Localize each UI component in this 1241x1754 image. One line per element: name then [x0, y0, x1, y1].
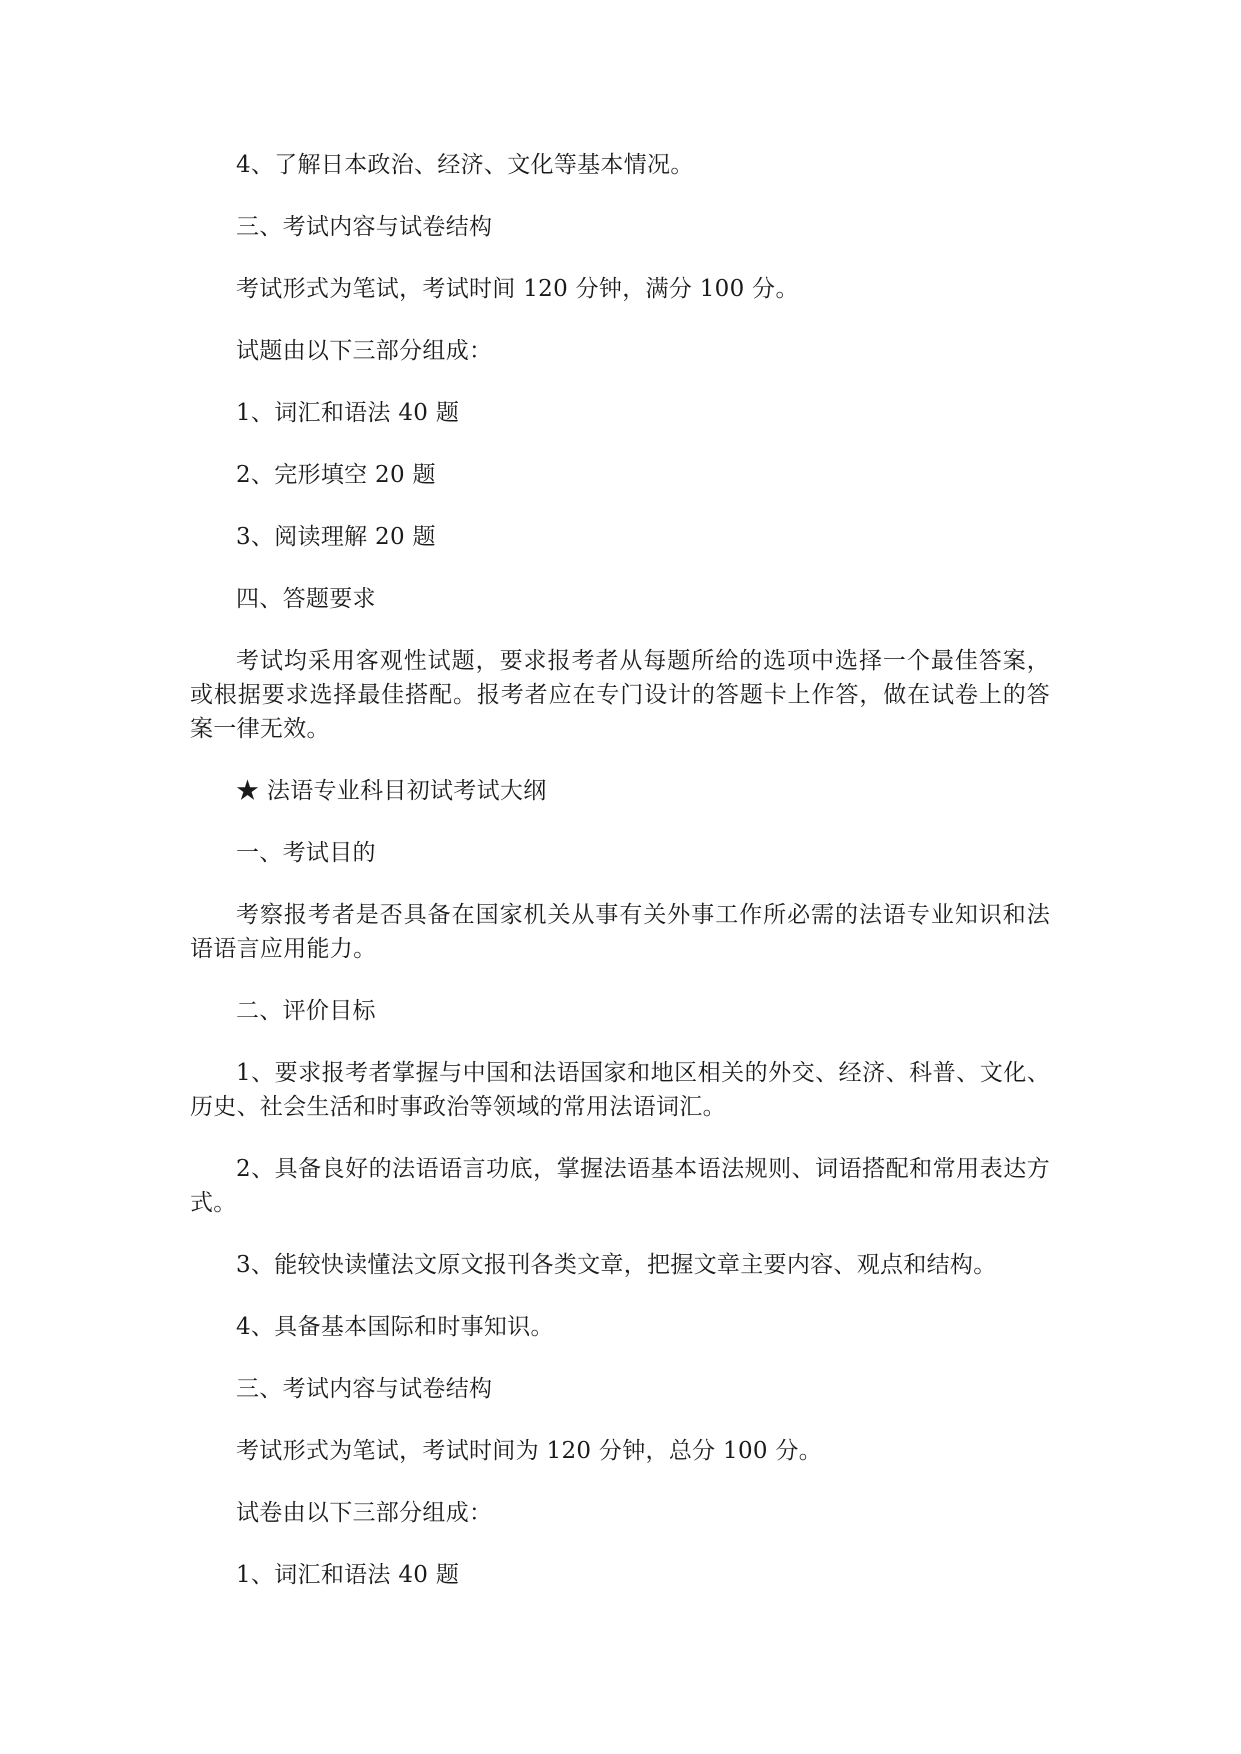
- french-syllabus-title: ★ 法语专业科目初试考试大纲: [236, 778, 547, 804]
- list-item-japan-knowledge: 4、了解日本政治、经济、文化等基本情况。: [236, 152, 694, 178]
- list-item-language-goal: 2、具备良好的法语语言功底，掌握法语基本语法规则、词语搭配和常用表达方式。: [190, 1156, 1050, 1216]
- section-heading-exam-purpose: 一、考试目的: [236, 840, 376, 866]
- list-item-reading: 3、阅读理解 20 题: [236, 524, 436, 550]
- exam-format-text: 考试形式为笔试，考试时间 120 分钟，满分 100 分。: [236, 276, 799, 302]
- list-item-vocab-grammar-2: 1、词汇和语法 40 题: [236, 1562, 460, 1588]
- exam-parts-intro-2: 试卷由以下三部分组成：: [236, 1500, 493, 1526]
- list-item-vocab-grammar: 1、词汇和语法 40 题: [236, 400, 460, 426]
- section-heading-answer-requirements: 四、答题要求: [236, 586, 376, 612]
- answer-requirements-text: 考试均采用客观性试题，要求报考者从每题所给的选项中选择一个最佳答案，或根据要求选择最佳搭配。报考者应在专门设计的答题卡上作答，做在试卷上的答案一律无效。: [190, 648, 1050, 742]
- exam-parts-intro: 试题由以下三部分组成：: [236, 338, 493, 364]
- list-item-reading-goal: 3、能较快读懂法文原文报刊各类文章，把握文章主要内容、观点和结构。: [236, 1252, 997, 1278]
- section-heading-exam-content-2: 三、考试内容与试卷结构: [236, 1376, 493, 1402]
- list-item-cloze: 2、完形填空 20 题: [236, 462, 436, 488]
- list-item-knowledge-goal: 4、具备基本国际和时事知识。: [236, 1314, 554, 1340]
- section-heading-exam-content: 三、考试内容与试卷结构: [236, 214, 493, 240]
- exam-purpose-text: 考察报考者是否具备在国家机关从事有关外事工作所必需的法语专业知识和法语语言应用能力。: [190, 902, 1050, 962]
- exam-format-text-2: 考试形式为笔试，考试时间为 120 分钟，总分 100 分。: [236, 1438, 823, 1464]
- section-heading-evaluation-goals: 二、评价目标: [236, 998, 376, 1024]
- list-item-vocabulary-goal: 1、要求报考者掌握与中国和法语国家和地区相关的外交、经济、科普、文化、历史、社会生活和时事政治等领域的常用法语词汇。: [190, 1060, 1050, 1120]
- document-body: [190, 148, 1050, 1592]
